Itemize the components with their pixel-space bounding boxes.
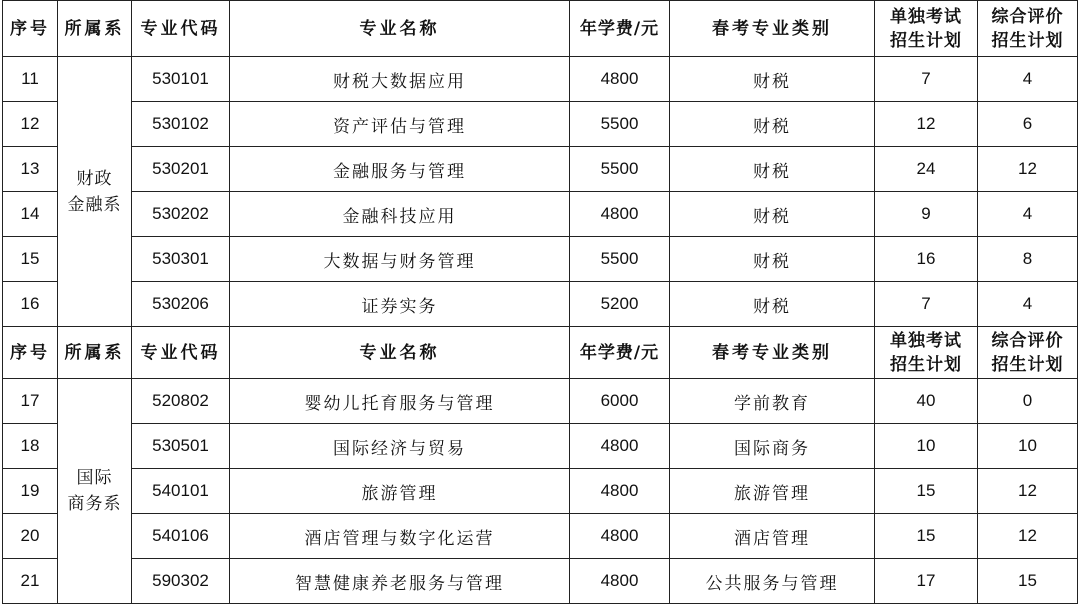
table-row (3, 379, 1078, 424)
cell-dept (58, 379, 132, 604)
cell-fee: 4800 (570, 57, 670, 102)
table-header-row (3, 1, 1078, 57)
header-fee: 年学费/元 (570, 1, 670, 57)
cell-seq: 21 (3, 559, 58, 604)
cell-name: 大数据与财务管理 (230, 237, 570, 282)
cell-comp: 10 (978, 424, 1078, 469)
cell-code: 530206 (132, 282, 230, 327)
header-single-plan (875, 1, 978, 57)
header-fee: 年学费/元 (570, 327, 670, 379)
cell-category: 财税 (670, 102, 875, 147)
header-comp-line2: 招生计划 (991, 354, 1064, 375)
cell-category: 财税 (670, 57, 875, 102)
cell-category: 财税 (670, 147, 875, 192)
cell-comp: 12 (978, 469, 1078, 514)
cell-category: 财税 (670, 237, 875, 282)
cell-fee: 4800 (570, 424, 670, 469)
cell-comp: 0 (978, 379, 1078, 424)
cell-single: 24 (875, 147, 978, 192)
header-single-line2: 招生计划 (890, 354, 962, 375)
cell-fee: 4800 (570, 469, 670, 514)
cell-comp: 8 (978, 237, 1078, 282)
table-row (3, 237, 1078, 282)
cell-code: 590302 (132, 559, 230, 604)
cell-name: 财税大数据应用 (230, 57, 570, 102)
cell-code: 530501 (132, 424, 230, 469)
cell-single: 15 (875, 514, 978, 559)
header-seq: 序号 (3, 1, 58, 57)
cell-category: 公共服务与管理 (670, 559, 875, 604)
table-row (3, 559, 1078, 604)
header-single-line1: 单独考试 (890, 6, 962, 27)
table-row (3, 192, 1078, 237)
enrollment-plan-table (2, 0, 1078, 604)
header-comp-plan (978, 327, 1078, 379)
cell-category: 国际商务 (670, 424, 875, 469)
header-code: 专业代码 (132, 327, 230, 379)
cell-comp: 4 (978, 282, 1078, 327)
cell-single: 16 (875, 237, 978, 282)
cell-comp: 4 (978, 57, 1078, 102)
table-row (3, 282, 1078, 327)
cell-fee: 5500 (570, 102, 670, 147)
cell-seq: 19 (3, 469, 58, 514)
cell-single: 7 (875, 282, 978, 327)
cell-fee: 5500 (570, 147, 670, 192)
header-code: 专业代码 (132, 1, 230, 57)
cell-name: 资产评估与管理 (230, 102, 570, 147)
cell-comp: 15 (978, 559, 1078, 604)
cell-single: 40 (875, 379, 978, 424)
cell-single: 9 (875, 192, 978, 237)
cell-fee: 5200 (570, 282, 670, 327)
cell-seq: 15 (3, 237, 58, 282)
cell-name: 国际经济与贸易 (230, 424, 570, 469)
cell-category: 酒店管理 (670, 514, 875, 559)
cell-comp: 4 (978, 192, 1078, 237)
cell-code: 540106 (132, 514, 230, 559)
cell-single: 15 (875, 469, 978, 514)
dept-line2: 金融系 (67, 194, 122, 215)
header-name: 专业名称 (230, 327, 570, 379)
cell-comp: 12 (978, 147, 1078, 192)
header-single-plan (875, 327, 978, 379)
cell-comp: 12 (978, 514, 1078, 559)
header-category: 春考专业类别 (670, 1, 875, 57)
cell-comp: 6 (978, 102, 1078, 147)
cell-fee: 5500 (570, 237, 670, 282)
cell-category: 学前教育 (670, 379, 875, 424)
table-row (3, 147, 1078, 192)
cell-name: 证券实务 (230, 282, 570, 327)
cell-code: 540101 (132, 469, 230, 514)
cell-seq: 18 (3, 424, 58, 469)
cell-seq: 11 (3, 57, 58, 102)
cell-category: 财税 (670, 192, 875, 237)
cell-single: 10 (875, 424, 978, 469)
header-dept: 所属系 (58, 327, 132, 379)
cell-seq: 20 (3, 514, 58, 559)
cell-code: 520802 (132, 379, 230, 424)
cell-name: 酒店管理与数字化运营 (230, 514, 570, 559)
cell-name: 智慧健康养老服务与管理 (230, 559, 570, 604)
cell-fee: 6000 (570, 379, 670, 424)
cell-code: 530101 (132, 57, 230, 102)
cell-name: 婴幼儿托育服务与管理 (230, 379, 570, 424)
dept-line2: 商务系 (67, 494, 122, 514)
cell-dept (58, 57, 132, 327)
cell-seq: 12 (3, 102, 58, 147)
table-row (3, 102, 1078, 147)
cell-fee: 4800 (570, 192, 670, 237)
cell-single: 17 (875, 559, 978, 604)
cell-name: 金融服务与管理 (230, 147, 570, 192)
cell-single: 12 (875, 102, 978, 147)
cell-code: 530102 (132, 102, 230, 147)
cell-seq: 13 (3, 147, 58, 192)
table-row (3, 514, 1078, 559)
cell-code: 530301 (132, 237, 230, 282)
cell-category: 财税 (670, 282, 875, 327)
header-comp-line1: 综合评价 (991, 330, 1064, 351)
dept-line1: 财政 (76, 168, 113, 189)
header-name: 专业名称 (230, 1, 570, 57)
cell-seq: 14 (3, 192, 58, 237)
header-seq: 序号 (3, 327, 58, 379)
cell-single: 7 (875, 57, 978, 102)
table-row (3, 57, 1078, 102)
header-dept: 所属系 (58, 1, 132, 57)
header-comp-plan (978, 1, 1078, 57)
cell-seq: 16 (3, 282, 58, 327)
cell-fee: 4800 (570, 514, 670, 559)
cell-name: 旅游管理 (230, 469, 570, 514)
header-comp-line2: 招生计划 (991, 30, 1064, 51)
table-row (3, 424, 1078, 469)
cell-fee: 4800 (570, 559, 670, 604)
cell-seq: 17 (3, 379, 58, 424)
cell-code: 530202 (132, 192, 230, 237)
dept-line1: 国际 (76, 468, 113, 488)
table-header-row (3, 327, 1078, 379)
cell-code: 530201 (132, 147, 230, 192)
header-single-line1: 单独考试 (890, 330, 962, 351)
cell-category: 旅游管理 (670, 469, 875, 514)
cell-name: 金融科技应用 (230, 192, 570, 237)
header-category: 春考专业类别 (670, 327, 875, 379)
header-single-line2: 招生计划 (890, 30, 962, 51)
header-comp-line1: 综合评价 (991, 6, 1064, 27)
table-row (3, 469, 1078, 514)
